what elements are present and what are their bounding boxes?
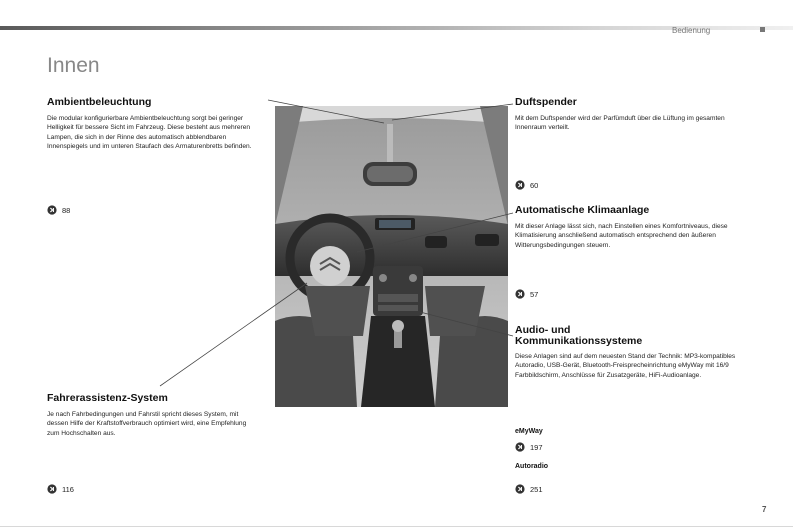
page-link-icon: [515, 180, 525, 190]
audio-text: Diese Anlagen sind auf dem neuesten Stand der Technik: MP3-kompatibles Autoradio, USB-Gerät, Bluetooth-Freisprecheinrichtung eMyWay mit 16/9 Farbbildschirm, Anschlüsse für Zusatzgeräte, HiFi-Audioanlage.: [515, 353, 736, 379]
ambient-ref-number: 88: [62, 205, 71, 215]
page-link-icon: [515, 442, 525, 452]
scent-ref-number: 60: [530, 180, 539, 190]
audio-title-line1: Audio- und: [515, 324, 571, 336]
assist-title: Fahrerassistenz-System: [47, 392, 168, 404]
climate-text: Mit dieser Anlage lässt sich, nach Einstellen eines Komfortniveaus, diese Klimatisierung anschließend automatisch entsprechend den äußeren Witterungsbedingungen steuern.: [515, 223, 728, 249]
climate-page-ref[interactable]: [515, 289, 538, 299]
section-marker: [760, 27, 765, 32]
page-link-icon: [515, 289, 525, 299]
emyway-label: eMyWay: [515, 428, 543, 435]
page-number: 7: [762, 505, 767, 514]
emyway-page-ref[interactable]: [515, 442, 543, 452]
interior-photo: [275, 106, 508, 407]
climate-title: Automatische Klimaanlage: [515, 204, 650, 216]
assist-text: Je nach Fahrbedingungen und Fahrstil spricht dieses System, mit dessen Hilfe der Kraftstoffverbrauch optimiert wird, eine Empfehlung zum Hochschalten aus.: [47, 411, 247, 437]
assist-ref-number: 116: [62, 484, 74, 494]
page-title: Innen: [47, 54, 100, 77]
scent-page-ref[interactable]: [515, 180, 538, 190]
ambient-page-ref[interactable]: [47, 205, 70, 215]
assist-page-ref[interactable]: [47, 484, 74, 494]
page-link-icon: [515, 484, 525, 494]
assist-section: [47, 393, 247, 438]
emyway-ref-number: 197: [530, 442, 543, 452]
climate-ref-number: 57: [530, 289, 539, 299]
section-label: Bedienung: [672, 26, 711, 35]
page-link-icon: [47, 205, 57, 215]
ambient-text: Die modular konfigurierbare Ambientbeleuchtung sorgt bei geringer Helligkeit für bessere Sicht im Fahrzeug. Diese besteht aus mehreren Lampen, die sich in der Rinne des automatisch abblendbaren Innenspiegels und im unteren Staufach des Armaturenbretts befinden.: [47, 115, 252, 150]
audio-title-line2: Kommunikationssysteme: [515, 335, 643, 347]
radio-label: Autoradio: [515, 463, 549, 470]
audio-section: [515, 325, 743, 380]
scent-title: Duftspender: [515, 96, 577, 108]
radio-ref-number: 251: [530, 484, 543, 494]
page-link-icon: [47, 484, 57, 494]
footer-divider: [0, 526, 793, 527]
radio-page-ref[interactable]: [515, 484, 543, 494]
scent-section: [515, 97, 740, 133]
climate-section: [515, 205, 733, 250]
ambient-section: [47, 97, 262, 151]
ambient-title: Ambientbeleuchtung: [47, 96, 152, 108]
scent-text: Mit dem Duftspender wird der Parfümduft über die Lüftung im gesamten Innenraum verteilt.: [515, 115, 725, 132]
